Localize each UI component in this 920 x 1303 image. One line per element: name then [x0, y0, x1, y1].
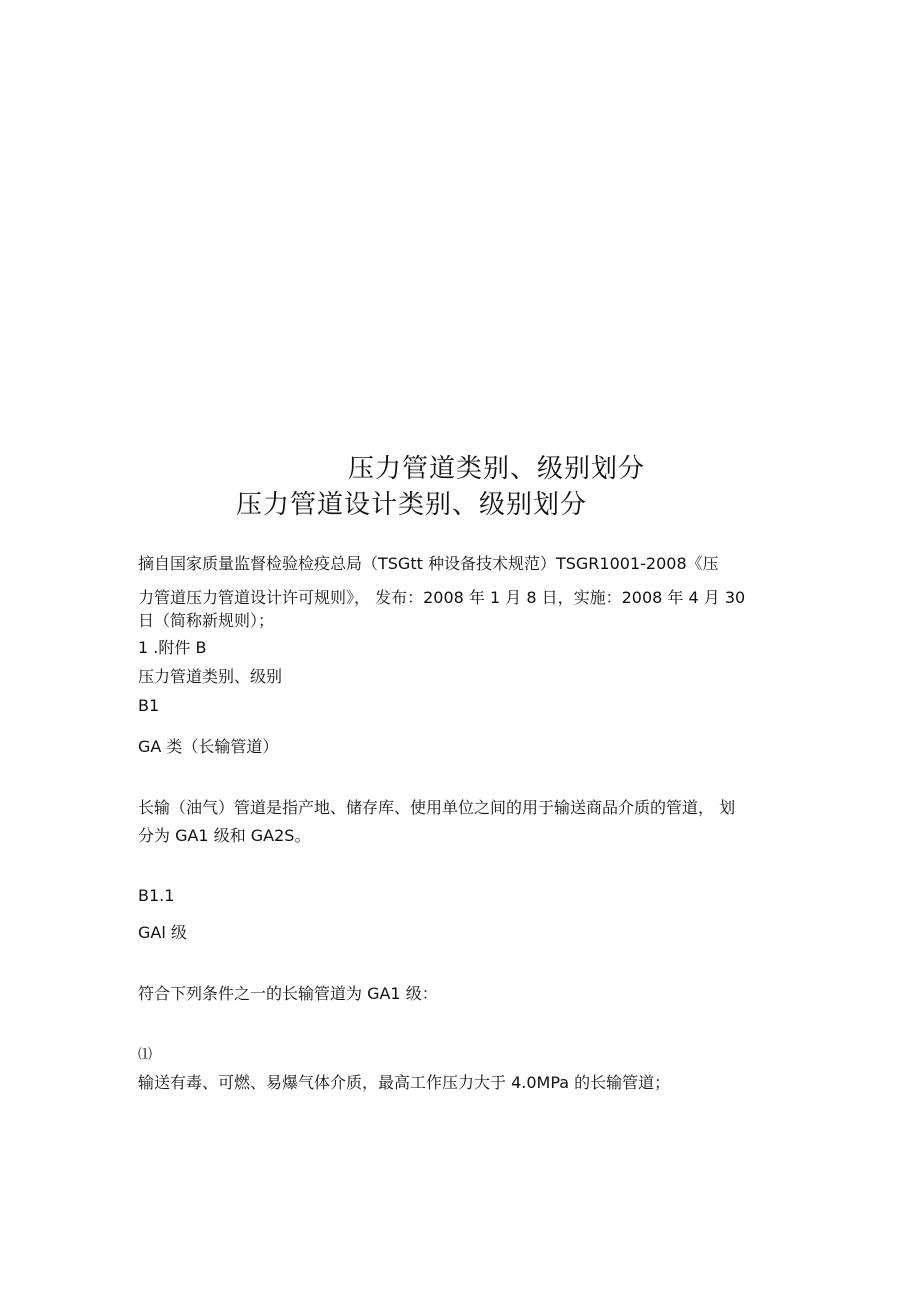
- intro-line-2: 力管道压力管道设计许可规则》， 发布：2008 年 1 月 8 日，实施：2008 年 4 月 30: [138, 588, 746, 607]
- list-item-marker: ⑴: [138, 1047, 152, 1063]
- annex-heading: 压力管道类别、级别: [138, 667, 283, 686]
- intro-line-1: 摘自国家质量监督检验检疫总局（TSGtt 种设备技术规范）TSGR1001-2008《压: [138, 554, 719, 573]
- sub-title: 压力管道设计类别、级别划分: [236, 490, 588, 520]
- section-b11-number: B1.1: [138, 886, 175, 905]
- section-b1-desc-line-2: 分为 GA1 级和 GA2S。: [138, 826, 311, 845]
- list-item-text: 输送有毒、可燃、易爆气体介质，最高工作压力大于 4.0MPa 的长输管道；: [138, 1073, 671, 1092]
- section-b1-number: B1: [138, 696, 160, 715]
- intro-line-3: 日（简称新规则）；: [138, 611, 275, 630]
- section-b1-title: GA 类（长输管道）: [138, 737, 279, 756]
- main-title: 压力管道类别、级别划分: [348, 454, 646, 484]
- annex-item: 1 .附件 B: [138, 638, 207, 657]
- section-b11-lead: 符合下列条件之一的长输管道为 GA1 级：: [138, 984, 438, 1003]
- section-b11-title: GAl 级: [138, 923, 187, 942]
- section-b1-desc-line-1: 长输（油气）管道是指产地、储存库、使用单位之间的用于输送商品介质的管道， 划: [138, 798, 736, 817]
